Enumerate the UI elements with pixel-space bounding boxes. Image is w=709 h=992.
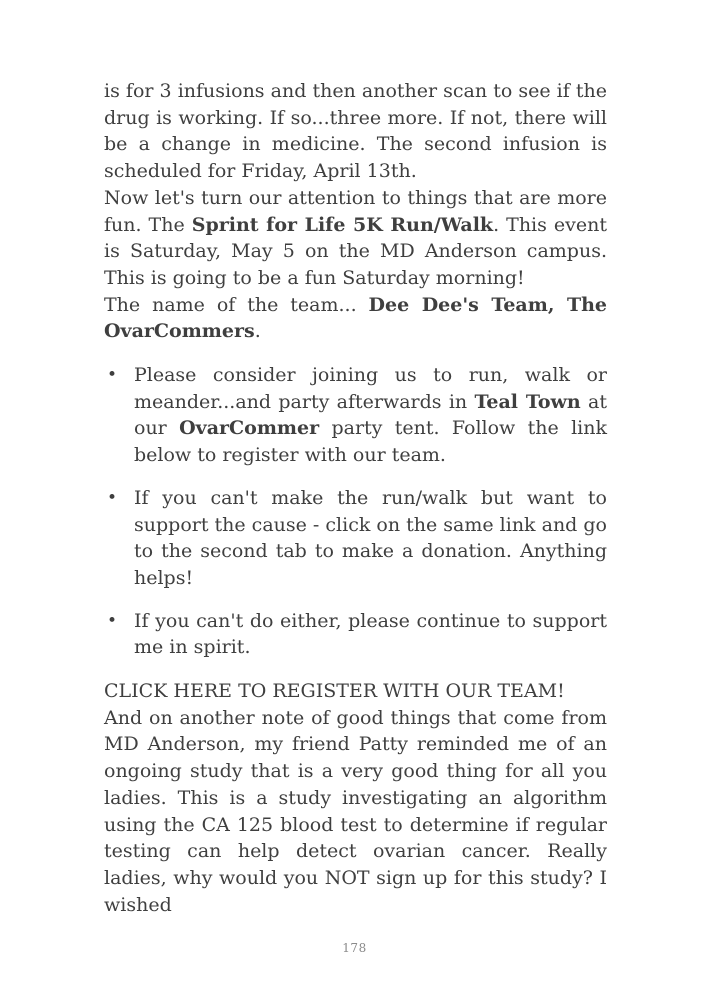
paragraph-sprint-for-life <box>104 185 607 292</box>
bold-text-run: Dee Dee's Team, The OvarCommers <box>104 293 607 343</box>
text-run: Now let's turn our attention to things that are more fun. The <box>104 186 607 236</box>
bullet-icon: • <box>107 365 118 386</box>
list-item-join-team <box>104 362 607 469</box>
page-number: 178 <box>342 941 367 955</box>
text-run: at our <box>134 390 607 440</box>
text-run: party tent. Follow the link below to register with our team. <box>134 417 607 467</box>
register-cta-line: CLICK HERE TO REGISTER WITH OUR TEAM! <box>104 680 565 703</box>
paragraph-team-name <box>104 292 607 345</box>
text-run: Please consider joining us to run, walk or meander...and party afterwards in <box>134 364 607 413</box>
bullet-icon: • <box>107 610 118 631</box>
text-run: . This event is Saturday, May 5 on the MD Anderson campus. This is going to be a fun Saturday morning! <box>104 213 607 289</box>
bullet-list <box>104 362 607 661</box>
paragraph-ca125-study: And on another note of good things that come from MD Anderson, my friend Patty reminded me of an ongoing study that is a very good thing for all you ladies. This is a study investigating an algorithm using the CA 125 blood test to determine if regular testing can help detect ovarian cancer. Really ladies, why would you NOT sign up for this study? I wished <box>104 706 607 916</box>
bold-text-run: OvarCommer <box>179 417 320 440</box>
text-run: . <box>254 320 261 343</box>
page-text <box>104 78 607 918</box>
text-run: The name of the team... <box>104 293 369 316</box>
bold-text-run: Teal Town <box>474 390 581 413</box>
list-item-support-in-spirit <box>104 608 607 661</box>
text-run: is for 3 infusions and then another scan to see if the drug is working. If so...three more. If not, there will be a change in medicine. The second infusion is scheduled for Friday, April 13th. <box>104 80 607 183</box>
list-item-donation <box>104 485 607 592</box>
text-run: If you can't do either, please continue to support me in spirit. <box>134 609 607 659</box>
text-run: If you can't make the run/walk but want to support the cause - click on the same link and go to the second tab to make a donation. Anything helps! <box>134 486 607 589</box>
paragraph-infusions <box>104 78 607 185</box>
bullet-icon: • <box>107 487 118 508</box>
bold-text-run: Sprint for Life 5K Run/Walk <box>191 213 494 236</box>
